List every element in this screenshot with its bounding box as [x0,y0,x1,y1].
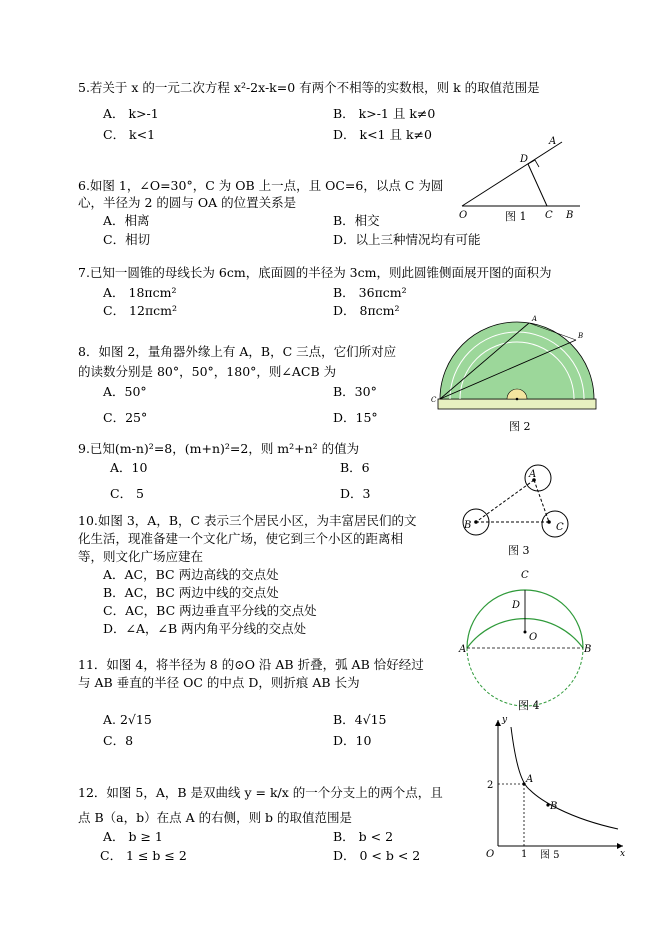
q5-option-a: A． k>-1 [103,106,159,121]
q7-stem: 7.已知一圆锥的母线长为 6cm，底面圆的半径为 3cm，则此圆锥侧面展开图的面积为 [78,265,552,280]
q9-option-d: D．3 [340,486,371,501]
fig4-label-b: B [584,644,592,655]
fig5-label-x: x [620,849,626,859]
fig2-label-c: C [431,396,437,404]
fig1-caption: 图 1 [505,210,527,223]
q9-option-b: B．6 [340,460,370,475]
q10-line2: 化生活，现准备建一个文化广场，使它到三个小区的距离相 [78,531,404,546]
q12-option-d: D． 0 < b < 2 [333,848,421,863]
fig1-label-c: C [545,210,553,221]
q9-option-a: A．10 [110,460,148,475]
q11-option-b: B．4√15 [333,712,387,727]
q5-option-b: B． k>-1 且 k≠0 [333,106,436,121]
figure-3 [452,458,582,558]
fig4-label-o: O [529,632,538,643]
fig2-label-a: A [532,315,538,323]
fig5-label-y: y [502,715,508,725]
fig3-label-b: B [464,520,472,531]
fig5-tick-2: 2 [487,780,494,791]
q5-stem: 5.若关于 x 的一元二次方程 x²-2x-k=0 有两个不相等的实数根，则 k 的取值范围是 [78,80,540,95]
fig4-label-d: D [512,600,521,611]
fig5-tick-1: 1 [521,849,528,860]
q11-option-a: A. 2√15 [103,712,152,727]
fig1-label-b: B [566,210,574,221]
q7-option-c: C． 12πcm² [103,303,178,318]
q8-line2: 的读数分别是 80°，50°，180°，则∠ACB 为 [78,364,337,379]
q8-option-a: A．50° [103,384,147,399]
q8-option-d: D．15° [333,410,378,425]
fig4-caption: 图 4 [518,699,540,712]
fig3-label-a: A [529,469,537,480]
fig4-label-a: A [459,644,467,655]
q11-line2: 与 AB 垂直的半径 OC 的中点 D，则折痕 AB 长为 [78,675,360,690]
fig5-label-b: B [550,801,558,812]
fig3-caption: 图 3 [508,544,530,557]
q10-option-d: D．∠A，∠B 两内角平分线的交点处 [103,621,307,636]
q10-option-c: C．AC，BC 两边垂直平分线的交点处 [103,603,317,618]
q6-option-c: C．相切 [103,232,151,247]
q7-option-d: D． 8πcm² [333,303,400,318]
q10-line3: 等，则文化广场应建在 [78,549,204,564]
fig1-label-o: O [459,210,468,221]
q8-line1: 8．如图 2，量角器外缘上有 A，B，C 三点，它们所对应 [78,344,397,359]
figure-1 [450,132,590,224]
figure-4 [455,566,595,716]
fig5-label-a: A [526,774,534,785]
q10-option-a: A．AC，BC 两边高线的交点处 [103,567,279,582]
q12-option-b: B． b < 2 [333,829,394,844]
q12-option-a: A． b ≥ 1 [103,829,163,844]
q11-option-c: C．8 [103,733,134,748]
fig2-label-b: B [578,332,584,340]
q10-line1: 10.如图 3，A，B，C 表示三个居民小区，为丰富居民们的文 [78,513,417,528]
fig1-label-a: A [549,136,557,147]
q8-option-c: C．25° [103,410,148,425]
q5-option-c: C． k<1 [103,127,156,142]
q6-line1: 6.如图 1，∠O=30°，C 为 OB 上一点，且 OC=6，以点 C 为圆 [78,178,444,193]
q12-option-c: C． 1 ≤ b ≤ 2 [100,848,187,863]
fig5-caption: 图 5 [540,850,560,861]
q11-line1: 11．如图 4，将半径为 8 的⊙O 沿 AB 折叠，弧 AB 恰好经过 [78,657,424,672]
q12-line1: 12．如图 5，A，B 是双曲线 y = k/x 的一个分支上的两个点，且 [78,785,443,800]
figure-2-protractor [428,312,600,436]
q5-option-d: D． k<1 且 k≠0 [333,127,432,142]
q10-option-b: B．AC，BC 两边中线的交点处 [103,585,279,600]
fig4-label-c: C [521,570,529,581]
q6-option-b: B．相交 [333,213,380,228]
q11-option-d: D．10 [333,733,372,748]
q6-option-d: D．以上三种情况均有可能 [333,232,481,247]
fig5-label-o: O [486,849,495,860]
q7-option-b: B． 36πcm² [333,285,407,300]
fig3-label-c: C [556,522,564,533]
fig2-caption: 图 2 [509,420,531,433]
figure-5 [478,712,630,862]
q7-option-a: A． 18πcm² [103,285,177,300]
q8-option-b: B．30° [333,384,377,399]
q6-line2: 心，半径为 2 的圆与 OA 的位置关系是 [78,195,297,210]
fig1-label-d: D [520,154,529,165]
q9-option-c: C． 5 [110,486,144,501]
q9-stem: 9.已知(m-n)²=8，(m+n)²=2，则 m²+n² 的值为 [78,441,360,456]
q12-line2: 点 B（a，b）在点 A 的右侧，则 b 的取值范围是 [78,810,353,825]
q6-option-a: A．相离 [103,213,150,228]
